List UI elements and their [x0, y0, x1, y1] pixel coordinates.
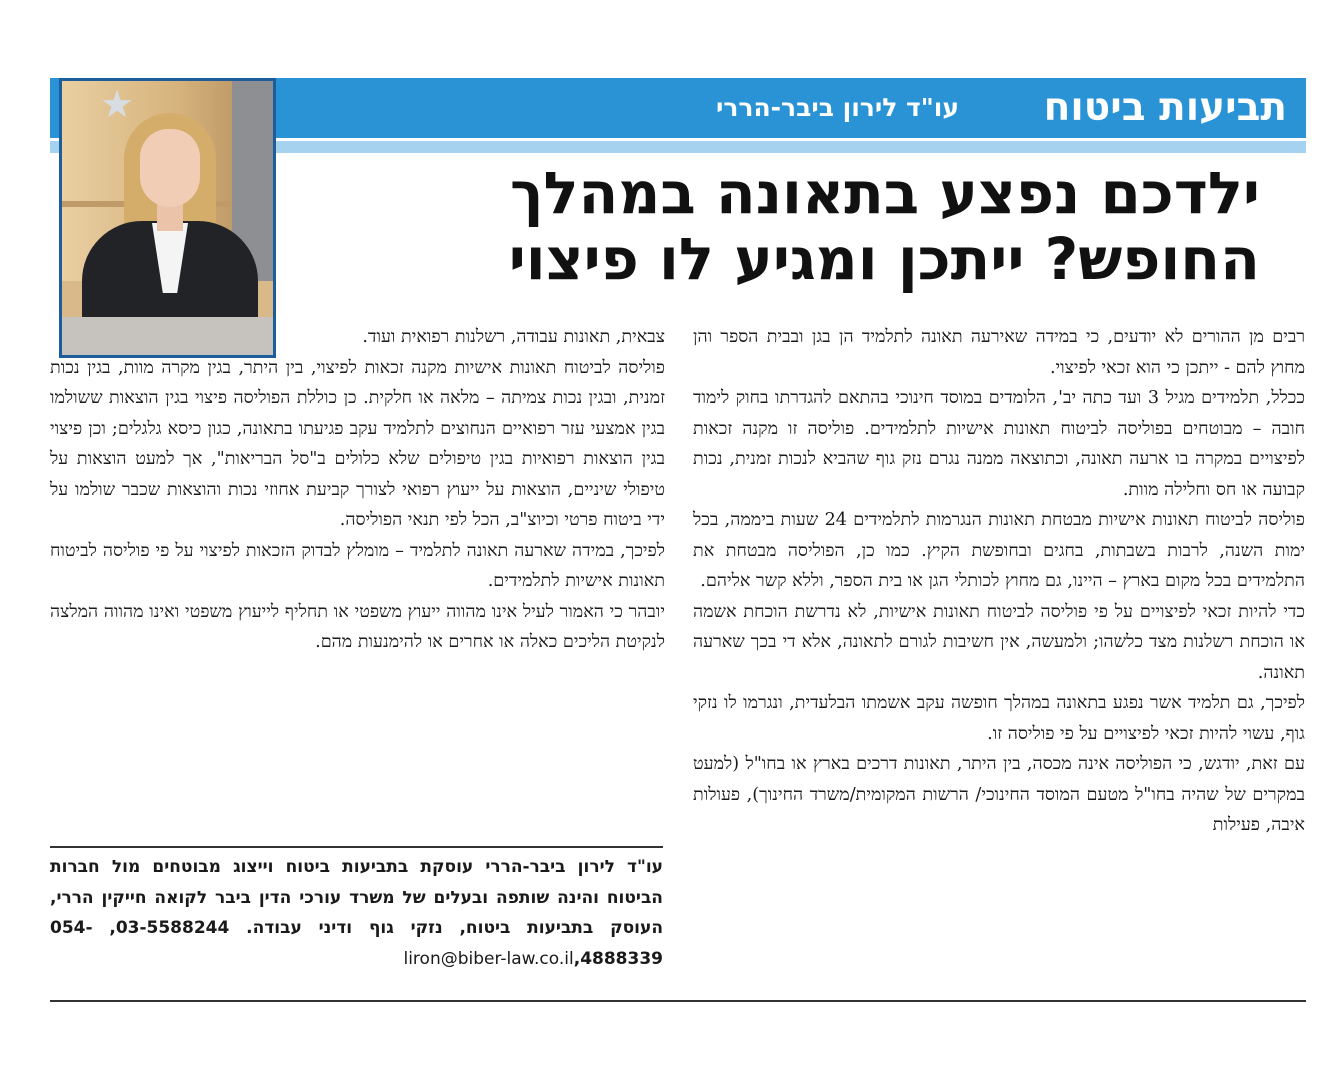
paragraph: פוליסה לביטוח תאונות אישיות מבטחת תאונות הנגרמות לתלמידים 24 שעות ביממה, בכל ימות השנה, לרבות בשבתות, בחגים ובחופשת הקיץ. כמו כן, הפוליסה מבטחת את התלמידים בכל מקום בארץ – היינו, גם מחוץ לכותלי הגן או בית הספר, וללא קשר אליהם.	[693, 510, 1305, 591]
bio-text: עו"ד לירון ביבר-הררי עוסקת בתביעות ביטוח וייצוג מבוטחים מול חברות הביטוח והינה שותפה ובעלים של משרד עורכי הדין ביבר לקואה חייקין הררי, העוסק בתביעות ביטוח, נזקי גוף ודיני עבודה.	[50, 857, 663, 938]
paragraph: רבים מן ההורים לא יודעים, כי במידה שאירעה תאונה לתלמיד הן בגן ובבית הספר והן מחוץ להם - ייתכן כי הוא זכאי לפיצוי.	[693, 327, 1305, 378]
paragraph: צבאית, תאונות עבודה, רשלנות רפואית ועוד.	[362, 327, 665, 347]
bottom-divider	[50, 1000, 1306, 1002]
bio-phones: 03-5588244, 054-4888339,	[50, 918, 663, 969]
paragraph: יובהר כי האמור לעיל אינו מהווה ייעוץ משפטי או תחליף לייעוץ משפטי ואינו מהווה המלצה לנקיטת הליכים כאלה או אחרים או להימנעות מהם.	[50, 601, 665, 652]
headline-line-2: החופש? ייתכן ומגיע לו פיצוי	[508, 225, 1260, 293]
article-column-left	[50, 322, 665, 658]
paragraph: לפיכך, במידה שארעה תאונה לתלמיד – מומלץ לבדוק הזכאות לפיצוי על פי פוליסה לביטוח תאונות אישיות לתלמידים.	[50, 540, 665, 591]
paragraph: ככלל, תלמידים מגיל 3 ועד כתה יב', הלומדים במוסד חינוכי בהתאם להגדרתו בחוק לימוד חובה – מבוטחים בפוליסה לביטוח תאונות אישיות לתלמידים. פוליסה זו מקנה זכאות לפיצויים במקרה בו ארעה תאונה, וכתוצאה ממנה נגרם נזק גוף שהביא לנכות זמנית, נכות קבועה או חס וחלילה מוות.	[693, 388, 1305, 500]
author-bio	[50, 852, 663, 974]
section-title: תביעות ביטוח	[1043, 85, 1287, 130]
star-ornament-icon: ★	[100, 82, 135, 126]
paragraph: עם זאת, יודגש, כי הפוליסה אינה מכסה, בין היתר, תאונות דרכים בארץ או בחו"ל (למעט במקרים של שהיה בחו"ל מטעם המוסד החינוכי/ הרשות המקומית/משרד החינוך), פעולות איבה, פעילות	[693, 754, 1305, 835]
bio-divider	[50, 846, 663, 848]
article-headline	[340, 160, 1260, 300]
paragraph: כדי להיות זכאי לפיצויים על פי פוליסה לביטוח תאונות אישיות, לא נדרשת הוכחת אשמה או הוכחת רשלנות מצד כלשהו; ולמעשה, אין חשיבות לגורם לתאונה, אלא די בכך שארעה תאונה.	[693, 601, 1305, 683]
bio-email[interactable]: liron@biber-law.co.il	[403, 948, 574, 969]
author-photo	[59, 78, 276, 358]
paragraph: לפיכך, גם תלמיד אשר נפגע בתאונה במהלך חופשה עקב אשמתו הבלעדית, ונגרמו לו נזקי גוף, עשוי להיות זכאי לפיצויים על פי פוליסה זו.	[693, 693, 1305, 744]
headline-line-1: ילדכם נפצע בתאונה במהלך	[509, 159, 1260, 227]
paragraph: פוליסה לביטוח תאונות אישיות מקנה זכאות לפיצוי, בין היתר, בגין מקרה מוות, בגין נכות זמנית, ובגין נכות צמיתה – מלאה או חלקית. כן כוללת הפוליסה פיצוי בגין הוצאות ששולמו בגין אמצעי עזר רפואיים הנחוצים לתלמיד עקב פגיעתו בתאונה, כגון כיסא גלגלים; וכן פיצוי בגין הוצאות רפואיות בגין טיפולים שלא כלולים ב"סל הבריאות", אך למעט הוצאות על טיפולי שיניים, הוצאות על ייעוץ רפואי לצורך קביעת אחוזי נכות והוצאות שכבר שולמו על ידי ביטוח פרטי וכיוצ"ב, הכל לפי תנאי הפוליסה.	[50, 357, 665, 530]
author-byline: עו"ד לירון ביבר-הררי	[716, 93, 959, 122]
photo-face	[140, 129, 200, 207]
article-column-right	[693, 322, 1305, 841]
